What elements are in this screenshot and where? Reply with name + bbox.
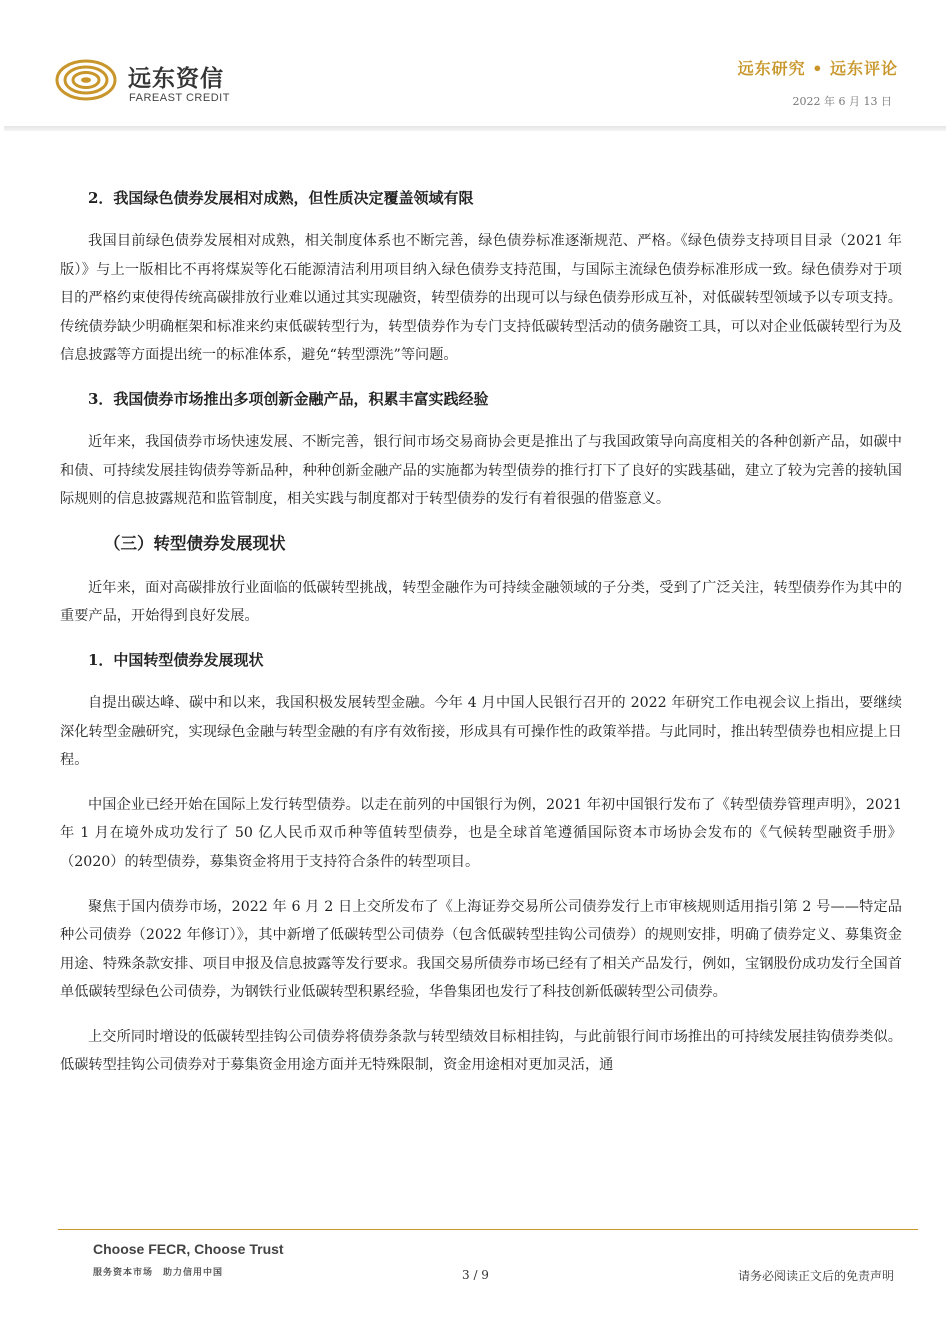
report-date: 2022 年 6 月 13 日	[792, 95, 892, 108]
logo-chinese-name: 远东资信	[128, 66, 224, 92]
subsection-1-paragraph-4: 上交所同时增设的低碳转型挂钩公司债券将债券条款与转型绩效目标相挂钩，与此前银行间市场推出的可持续发展挂钩债券类似。低碳转型挂钩公司债券对于募集资金用途方面并无特殊限制，资金用途相对更加灵活，通	[60, 1028, 902, 1074]
subsection-1-paragraph-2: 中国企业已经开始在国际上发行转型债券。以走在前列的中国银行为例，2021 年初中国银行发布了《转型债券管理声明》，2021 年 1 月在境外成功发行了 50 亿人民币双币种等值转型债券，也是全球首笔遵循国际资本市场协会发布的《气候转型融资手册》（2020）的转型债券，募集资金将用于支持符合条件的转型项目。	[60, 796, 902, 870]
document-body	[60, 183, 902, 1080]
section-2-heading: 2．我国绿色债券发展相对成熟，但性质决定覆盖领域有限	[88, 189, 474, 207]
footer-slogan-chinese: 服务资本市场 助力信用中国	[93, 1268, 224, 1278]
section-heading-transition-bonds-status: （三）转型债券发展现状	[104, 533, 286, 553]
report-series: 远东研究 • 远东评论	[737, 59, 898, 78]
disclaimer-note: 请务必阅读正文后的免责声明	[737, 1269, 894, 1283]
subsection-1-paragraph-1: 自提出碳达峰、碳中和以来，我国积极发展转型金融。今年 4 月中国人民银行召开的 2022 年研究工作电视会议上指出，要继续深化转型金融研究，实现绿色金融与转型金融的有序有效衔接，形成具有可操作性的政策举措。与此同时，推出转型债券也相应提上日程。	[60, 694, 902, 769]
subsection-1-paragraph-3: 聚焦于国内债券市场，2022 年 6 月 2 日上交所发布了《上海证券交易所公司债券发行上市审核规则适用指引第 2 号——特定品种公司债券（2022 年修订）》，其中新增了低碳转型公司债券（包含低碳转型挂钩公司债券）的规则安排，明确了债券定义、募集资金用途、特殊条款安排、项目申报及信息披露等发行要求。我国交易所债券市场已经有了相关产品发行，例如，宝钢股份成功发行全国首单低碳转型绿色公司债券，为钢铁行业低碳转型积累经验，华鲁集团也发行了科技创新低碳转型公司债券。	[60, 898, 902, 1001]
fareast-logo-icon	[55, 58, 117, 102]
section-3-heading: 3．我国债券市场推出多项创新金融产品，积累丰富实践经验	[88, 389, 489, 408]
page-header	[0, 0, 950, 135]
header-divider	[4, 126, 946, 131]
subsection-1-heading: 1．中国转型债券发展现状	[88, 650, 264, 669]
section-2-paragraph: 我国目前绿色债券发展相对成熟，相关制度体系也不断完善，绿色债券标准逐渐规范、严格。《绿色债券支持项目目录（2021 年版）》与上一版相比不再将煤炭等化石能源清洁利用项目纳入绿色债券支持范围，与国际主流绿色债券标准形成一致。绿色债券对于项目的严格约束使得传统高碳排放行业难以通过其实现融资，转型债券的出现可以与绿色债券形成互补，对低碳转型领域予以专项支持。传统债券缺少明确框架和标准来约束低碳转型行为，转型债券作为专门支持低碳转型活动的债务融资工具，可以对企业低碳转型行为及信息披露等方面提出统一的标准体系，避免“转型漂洗”等问题。	[60, 233, 902, 364]
page-number: 3 / 9	[462, 1268, 489, 1282]
footer-slogan-english: Choose FECR, Choose Trust	[93, 1241, 284, 1257]
section-intro-paragraph: 近年来，面对高碳排放行业面临的低碳转型挑战，转型金融作为可持续金融领域的子分类，受到了广泛关注，转型债券作为其中的重要产品，开始得到良好发展。	[60, 579, 902, 625]
footer-divider	[58, 1229, 918, 1230]
section-3-paragraph: 近年来，我国债券市场快速发展、不断完善，银行间市场交易商协会更是推出了与我国政策导向高度相关的各种创新产品，如碳中和债、可持续发展挂钩债券等新品种，种种创新金融产品的实施都为转型债券的推行打下了良好的实践基础，建立了较为完善的接轨国际规则的信息披露规范和监管制度，相关实践与制度都对于转型债券的发行有着很强的借鉴意义。	[60, 433, 902, 508]
logo-english-name: FAREAST CREDIT	[129, 92, 230, 104]
